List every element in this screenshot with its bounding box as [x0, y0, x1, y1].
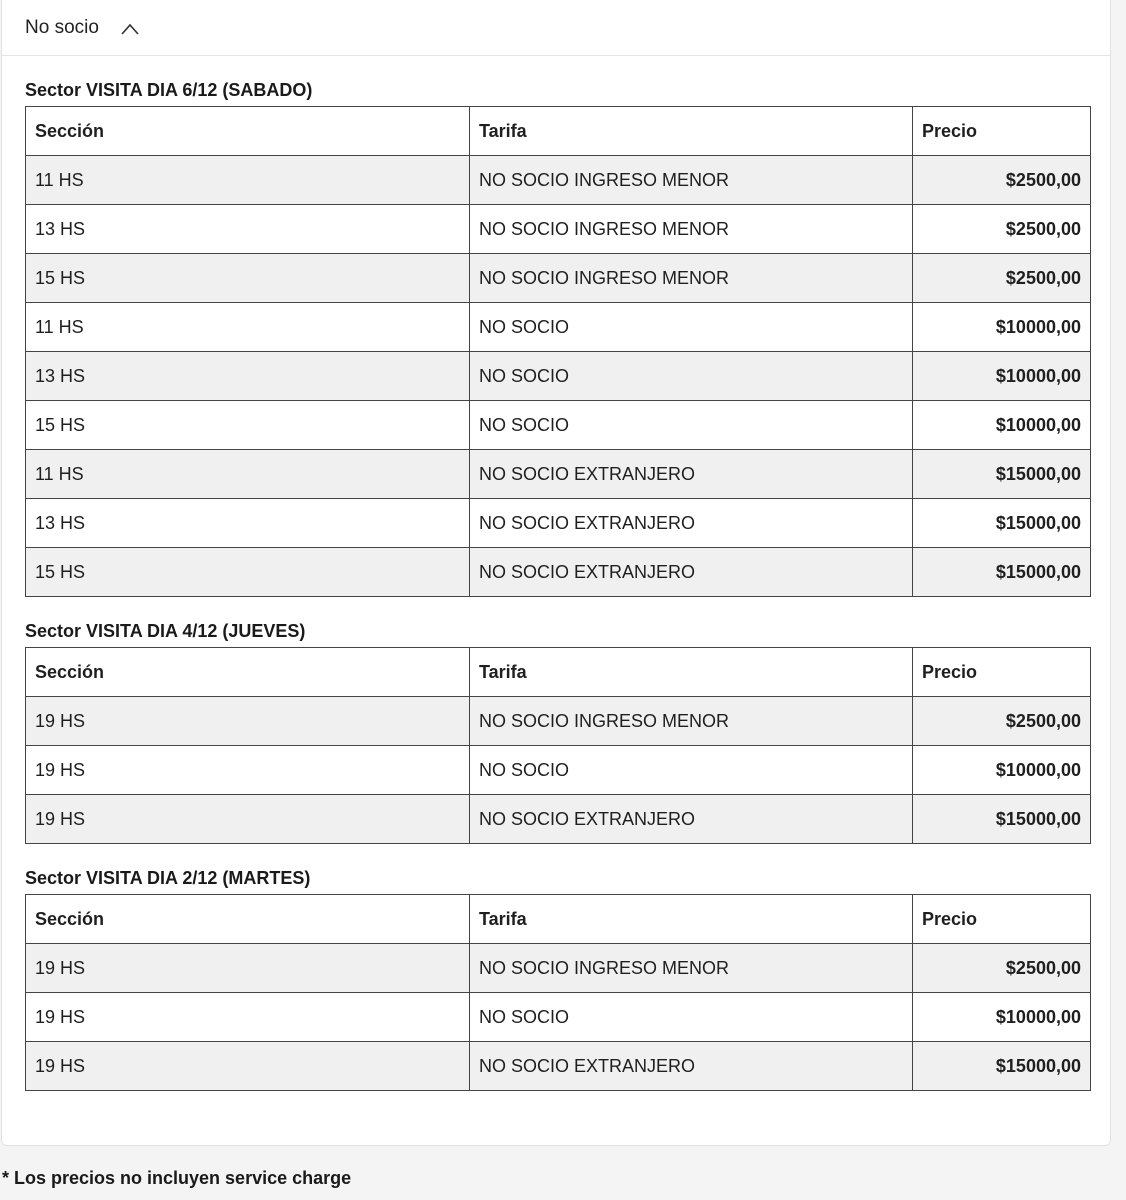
- cell-tariff: NO SOCIO EXTRANJERO: [470, 499, 913, 548]
- cell-price: $15000,00: [913, 450, 1091, 499]
- cell-section: 15 HS: [26, 401, 470, 450]
- column-header-price: Precio: [913, 107, 1091, 156]
- cell-tariff: NO SOCIO: [470, 746, 913, 795]
- cell-price: $10000,00: [913, 352, 1091, 401]
- table-row: [26, 993, 1091, 1042]
- table-row: [26, 254, 1091, 303]
- sector-block: [25, 862, 1110, 1091]
- table-row: [26, 548, 1091, 597]
- service-charge-footnote: * Los precios no incluyen service charge: [2, 1168, 352, 1188]
- cell-price: $10000,00: [913, 401, 1091, 450]
- cell-tariff: NO SOCIO INGRESO MENOR: [470, 944, 913, 993]
- table-row: [26, 1042, 1091, 1091]
- table-header-row: [26, 648, 1091, 697]
- sector-block: [25, 74, 1110, 597]
- pricing-card: [1, 0, 1111, 1146]
- sector-title: Sector VISITA DIA 4/12 (JUEVES): [25, 621, 306, 641]
- cell-section: 19 HS: [26, 746, 470, 795]
- table-row: [26, 352, 1091, 401]
- cell-price: $2500,00: [913, 697, 1091, 746]
- cell-price: $10000,00: [913, 993, 1091, 1042]
- cell-section: 11 HS: [26, 450, 470, 499]
- cell-tariff: NO SOCIO EXTRANJERO: [470, 450, 913, 499]
- table-row: [26, 205, 1091, 254]
- column-header-tariff: Tarifa: [470, 648, 913, 697]
- price-table: [25, 647, 1091, 844]
- cell-tariff: NO SOCIO: [470, 303, 913, 352]
- cell-price: $2500,00: [913, 944, 1091, 993]
- sector-title: Sector VISITA DIA 2/12 (MARTES): [25, 868, 311, 888]
- chevron-up-icon[interactable]: [121, 23, 139, 35]
- cell-tariff: NO SOCIO EXTRANJERO: [470, 795, 913, 844]
- cell-tariff: NO SOCIO INGRESO MENOR: [470, 205, 913, 254]
- cell-price: $15000,00: [913, 548, 1091, 597]
- cell-section: 11 HS: [26, 156, 470, 205]
- table-row: [26, 303, 1091, 352]
- table-row: [26, 944, 1091, 993]
- table-row: [26, 450, 1091, 499]
- table-row: [26, 746, 1091, 795]
- cell-section: 13 HS: [26, 499, 470, 548]
- cell-section: 13 HS: [26, 205, 470, 254]
- sector-title: Sector VISITA DIA 6/12 (SABADO): [25, 80, 313, 100]
- accordion-title: No socio: [25, 17, 99, 38]
- column-header-section: Sección: [26, 107, 470, 156]
- cell-tariff: NO SOCIO EXTRANJERO: [470, 548, 913, 597]
- cell-price: $2500,00: [913, 156, 1091, 205]
- cell-section: 15 HS: [26, 548, 470, 597]
- table-row: [26, 156, 1091, 205]
- column-header-section: Sección: [26, 648, 470, 697]
- cell-section: 13 HS: [26, 352, 470, 401]
- table-row: [26, 697, 1091, 746]
- cell-section: 19 HS: [26, 697, 470, 746]
- cell-tariff: NO SOCIO: [470, 993, 913, 1042]
- cell-tariff: NO SOCIO INGRESO MENOR: [470, 697, 913, 746]
- column-header-tariff: Tarifa: [470, 895, 913, 944]
- price-table: [25, 894, 1091, 1091]
- accordion-header[interactable]: [2, 0, 1110, 56]
- column-header-section: Sección: [26, 895, 470, 944]
- cell-price: $10000,00: [913, 746, 1091, 795]
- column-header-tariff: Tarifa: [470, 107, 913, 156]
- cell-price: $15000,00: [913, 1042, 1091, 1091]
- cell-section: 11 HS: [26, 303, 470, 352]
- cell-price: $2500,00: [913, 205, 1091, 254]
- cell-tariff: NO SOCIO INGRESO MENOR: [470, 254, 913, 303]
- table-header-row: [26, 107, 1091, 156]
- cell-price: $2500,00: [913, 254, 1091, 303]
- cell-price: $15000,00: [913, 795, 1091, 844]
- cell-section: 19 HS: [26, 1042, 470, 1091]
- sectors-list: [2, 56, 1110, 1091]
- cell-section: 15 HS: [26, 254, 470, 303]
- cell-tariff: NO SOCIO INGRESO MENOR: [470, 156, 913, 205]
- column-header-price: Precio: [913, 648, 1091, 697]
- price-table: [25, 106, 1091, 597]
- cell-tariff: NO SOCIO: [470, 401, 913, 450]
- cell-price: $10000,00: [913, 303, 1091, 352]
- cell-tariff: NO SOCIO: [470, 352, 913, 401]
- cell-tariff: NO SOCIO EXTRANJERO: [470, 1042, 913, 1091]
- cell-section: 19 HS: [26, 944, 470, 993]
- table-row: [26, 401, 1091, 450]
- column-header-price: Precio: [913, 895, 1091, 944]
- cell-section: 19 HS: [26, 795, 470, 844]
- cell-price: $15000,00: [913, 499, 1091, 548]
- table-header-row: [26, 895, 1091, 944]
- table-row: [26, 795, 1091, 844]
- sector-block: [25, 615, 1110, 844]
- cell-section: 19 HS: [26, 993, 470, 1042]
- table-row: [26, 499, 1091, 548]
